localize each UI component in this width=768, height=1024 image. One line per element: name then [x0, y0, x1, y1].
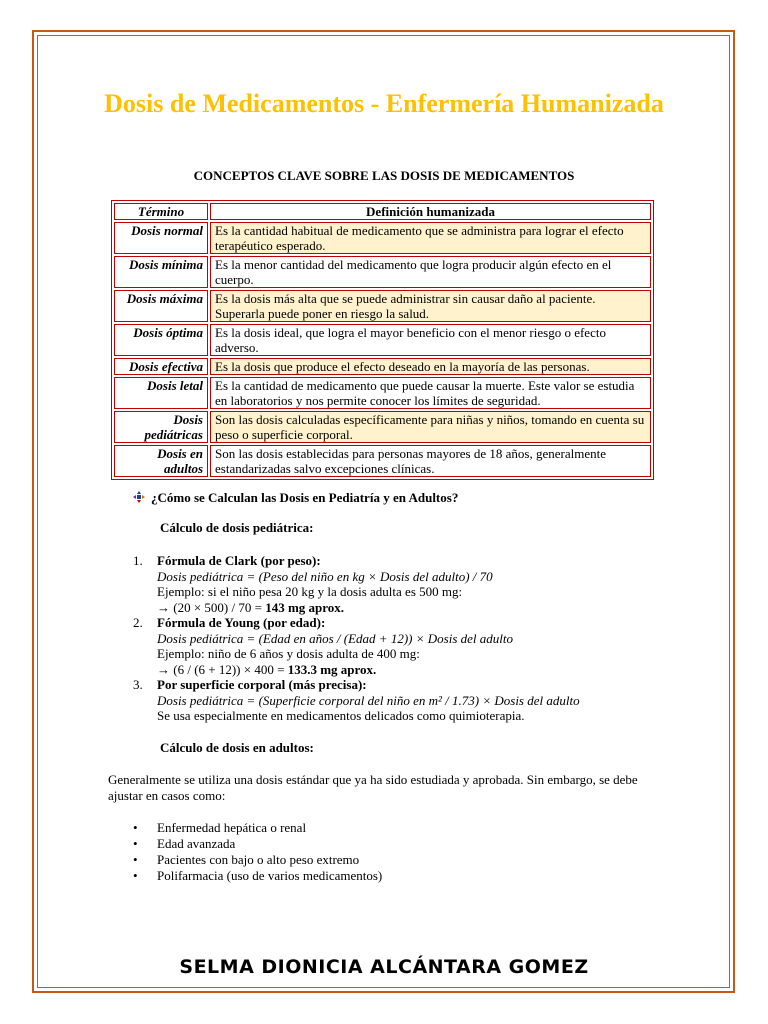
formula-name: Fórmula de Young (por edad):: [157, 615, 326, 630]
list-item: [133, 615, 693, 677]
table-row: [114, 377, 651, 409]
formula-name: Por superficie corporal (más precisa):: [157, 677, 367, 692]
header-term: Término: [114, 203, 208, 220]
pediatric-heading: Cálculo de dosis pediátrica:: [160, 520, 314, 535]
formula-example: Ejemplo: si el niño pesa 20 kg y la dosis adulta es 500 mg:: [157, 584, 463, 599]
definition-cell: Es la cantidad de medicamento que puede causar la muerte. Este valor se estudia en laboratorios y nos permite conocer los límites de seguridad.: [210, 377, 651, 409]
table-row: [114, 256, 651, 288]
formula-result: 143 mg aprox.: [265, 599, 345, 615]
term-cell: Dosis letal: [114, 377, 208, 409]
cases-list: [133, 820, 382, 884]
list-number: 2.: [133, 615, 143, 630]
list-item: • Pacientes con bajo o alto peso extremo: [133, 852, 382, 868]
table-row: [114, 290, 651, 322]
four-arrows-bullet-icon: [133, 491, 145, 503]
header-definition: Definición humanizada: [210, 203, 651, 220]
section-question: [133, 490, 458, 506]
formula-calc: → (20 × 500) / 70 =: [157, 599, 266, 615]
table-row: [114, 358, 651, 375]
document-title: Dosis de Medicamentos - Enfermería Humanizada: [104, 89, 664, 118]
term-cell: Dosis óptima: [114, 324, 208, 356]
formula-text: Dosis pediátrica = (Superficie corporal del niño en m² / 1.73) × Dosis del adulto: [157, 692, 580, 708]
formula-text: Dosis pediátrica = (Peso del niño en kg × Dosis del adulto) / 70: [157, 568, 493, 584]
section-question-text: ¿Cómo se Calculan las Dosis en Pediatría y en Adultos?: [151, 490, 459, 505]
term-cell: Dosis mínima: [114, 256, 208, 288]
formula-calc-line: [157, 662, 693, 678]
list-item: • Polifarmacia (uso de varios medicamentos): [133, 868, 382, 884]
list-item: [133, 553, 693, 615]
list-number: 1.: [133, 553, 143, 568]
definition-cell: Es la dosis ideal, que logra el mayor beneficio con el menor riesgo o efecto adverso.: [210, 324, 651, 356]
term-cell: Dosis máxima: [114, 290, 208, 322]
term-cell: Dosis pediátricas: [114, 411, 208, 443]
term-cell: Dosis efectiva: [114, 358, 208, 375]
formula-example: Ejemplo: niño de 6 años y dosis adulta de 400 mg:: [157, 646, 420, 661]
adult-heading: Cálculo de dosis en adultos:: [160, 740, 314, 755]
adult-paragraph: Generalmente se utiliza una dosis estándar que ya ha sido estudiada y aprobada. Sin embargo, se debe ajustar en casos como:: [108, 772, 638, 803]
formula-calc-line: [157, 600, 693, 616]
list-item: • Edad avanzada: [133, 836, 382, 852]
definition-cell: Es la dosis más alta que se puede administrar sin causar daño al paciente. Superarla puede poner en riesgo la salud.: [210, 290, 651, 322]
list-item: [133, 677, 693, 724]
table-row: [114, 222, 651, 254]
table-row: [114, 324, 651, 356]
list-item: • Enfermedad hepática o renal: [133, 820, 382, 836]
formula-result: 133.3 mg aprox.: [287, 661, 377, 677]
definitions-table: [111, 200, 654, 480]
table-row: [114, 411, 651, 443]
formula-text: Dosis pediátrica = (Edad en años / (Edad + 12)) × Dosis del adulto: [157, 630, 513, 646]
formula-calc: → (6 / (6 + 12)) × 400 =: [157, 661, 288, 677]
definition-cell: Es la cantidad habitual de medicamento que se administra para lograr el efecto terapéutico esperado.: [210, 222, 651, 254]
definition-cell: Es la menor cantidad del medicamento que logra producir algún efecto en el cuerpo.: [210, 256, 651, 288]
definition-cell: Son las dosis establecidas para personas mayores de 18 años, generalmente estandarizadas salvo excepciones clínicas.: [210, 445, 651, 477]
author-name: SELMA DIONICIA ALCÁNTARA GOMEZ: [179, 956, 589, 978]
formula-name: Fórmula de Clark (por peso):: [157, 553, 321, 568]
formula-example: Se usa especialmente en medicamentos delicados como quimioterapia.: [157, 708, 525, 723]
term-cell: Dosis en adultos: [114, 445, 208, 477]
document-subtitle: CONCEPTOS CLAVE SOBRE LAS DOSIS DE MEDICAMENTOS: [193, 168, 575, 183]
formula-list: [133, 553, 693, 724]
definition-cell: Son las dosis calculadas específicamente para niñas y niños, tomando en cuenta su peso o superficie corporal.: [210, 411, 651, 443]
list-number: 3.: [133, 677, 143, 692]
table-header-row: [114, 203, 651, 220]
table-row: [114, 445, 651, 477]
definition-cell: Es la dosis que produce el efecto deseado en la mayoría de las personas.: [210, 358, 651, 375]
term-cell: Dosis normal: [114, 222, 208, 254]
